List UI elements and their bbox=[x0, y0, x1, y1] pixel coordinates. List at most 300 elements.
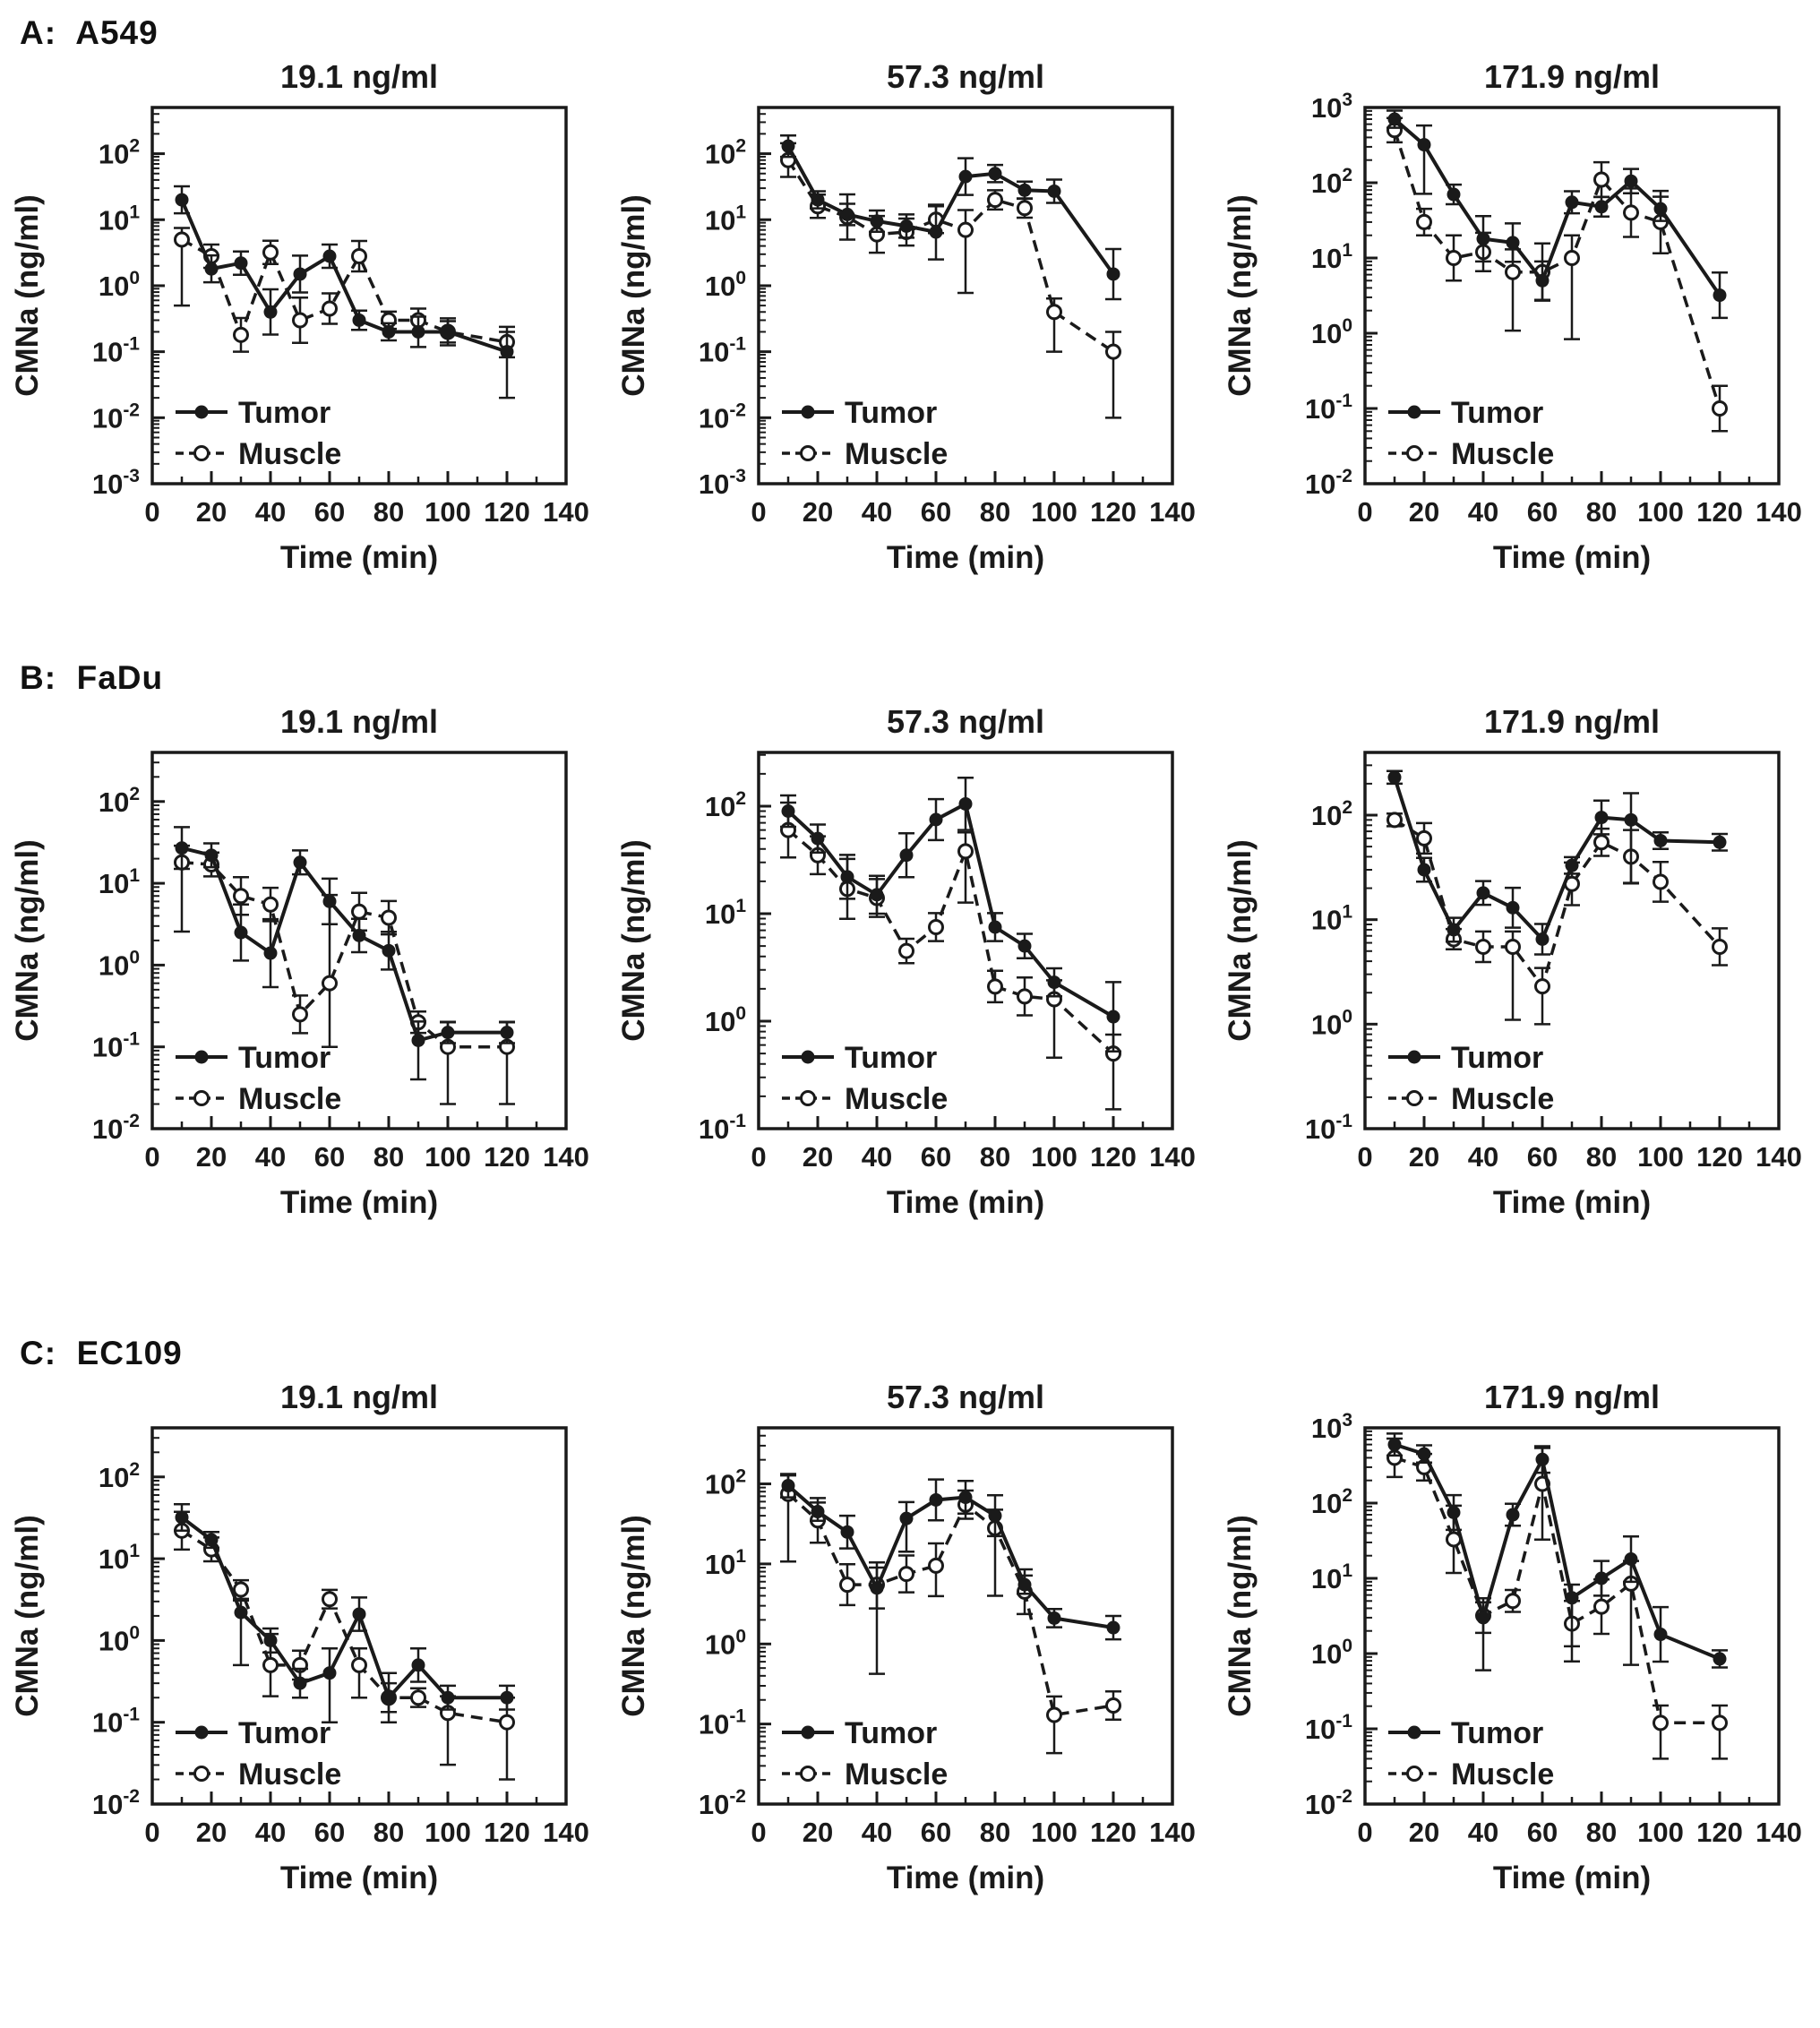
tumor-series bbox=[174, 186, 515, 398]
x-tick-label: 40 bbox=[1467, 496, 1499, 528]
x-tick-label: 120 bbox=[484, 1817, 530, 1848]
tumor-marker bbox=[871, 888, 884, 901]
tumor-line bbox=[788, 804, 1113, 1018]
x-tick-label: 0 bbox=[144, 1817, 160, 1848]
tumor-legend-marker bbox=[802, 406, 815, 419]
x-tick-label: 100 bbox=[1637, 1141, 1684, 1173]
tumor-marker bbox=[264, 1634, 278, 1647]
plot-title: 19.1 ng/ml bbox=[279, 1379, 439, 1415]
x-tick-label: 40 bbox=[1467, 1817, 1499, 1848]
y-tick-label: $10^2$ bbox=[704, 1465, 746, 1500]
muscle-marker bbox=[1654, 875, 1668, 889]
tumor-error-bars bbox=[780, 778, 1121, 1051]
tumor-marker bbox=[1107, 267, 1120, 280]
tumor-marker bbox=[353, 929, 366, 942]
y-axis-ticks bbox=[1305, 765, 1378, 1145]
tumor-legend-label: Tumor bbox=[1451, 1716, 1544, 1750]
muscle-legend-label: Muscle bbox=[1451, 437, 1555, 471]
y-tick-label: $10^1$ bbox=[98, 1541, 140, 1576]
tumor-series bbox=[780, 135, 1121, 299]
tumor-series bbox=[174, 1504, 515, 1722]
section-label-a549: A: A549 bbox=[20, 14, 159, 51]
y-axis-ticks bbox=[699, 1428, 771, 1820]
y-tick-label: $10^1$ bbox=[1310, 240, 1352, 274]
tumor-error-bars bbox=[174, 827, 515, 1079]
y-tick-label: $10^{-1}$ bbox=[1304, 391, 1352, 425]
muscle-marker bbox=[841, 1578, 854, 1592]
x-tick-label: 80 bbox=[1585, 496, 1618, 528]
x-tick-label: 120 bbox=[1696, 1141, 1743, 1173]
x-tick-label: 20 bbox=[195, 496, 228, 528]
tumor-marker bbox=[989, 167, 1002, 180]
tumor-line bbox=[788, 1486, 1113, 1628]
y-tick-label: $10^2$ bbox=[98, 783, 140, 818]
y-tick-label: $10^0$ bbox=[1310, 315, 1352, 349]
x-tick-label: 60 bbox=[920, 496, 952, 528]
y-tick-label: $10^1$ bbox=[98, 202, 140, 236]
muscle-legend-label: Muscle bbox=[238, 437, 342, 471]
muscle-marker bbox=[1447, 252, 1461, 265]
y-tick-label: $10^{-2}$ bbox=[1304, 1786, 1352, 1820]
muscle-error-bars bbox=[780, 803, 1121, 1109]
tumor-marker bbox=[382, 944, 396, 958]
section-label-fadu: B: FaDu bbox=[20, 659, 164, 696]
y-tick-label: $10^0$ bbox=[1310, 1006, 1352, 1041]
muscle-marker bbox=[959, 845, 973, 858]
muscle-legend-marker bbox=[195, 1767, 209, 1781]
y-tick-label: $10^{-1}$ bbox=[91, 333, 140, 368]
tumor-marker bbox=[900, 219, 914, 233]
tumor-marker bbox=[1388, 770, 1402, 784]
muscle-legend-label: Muscle bbox=[845, 1082, 949, 1116]
subplot-FaDu-19.1ng/ml bbox=[0, 697, 606, 1252]
chart-a549-171.9 bbox=[1213, 52, 1819, 607]
muscle-marker bbox=[989, 193, 1002, 207]
x-tick-label: 140 bbox=[1756, 496, 1802, 528]
x-axis-label: Time (min) bbox=[886, 540, 1045, 575]
muscle-marker bbox=[1536, 980, 1550, 993]
x-tick-label: 80 bbox=[979, 496, 1011, 528]
x-tick-label: 60 bbox=[313, 496, 346, 528]
chart-row-ec109 bbox=[0, 1372, 1820, 1928]
tumor-marker bbox=[1477, 232, 1490, 245]
x-tick-label: 120 bbox=[1090, 496, 1137, 528]
legend bbox=[782, 1716, 948, 1792]
plot-title: 19.1 ng/ml bbox=[279, 703, 439, 740]
x-axis-ticks bbox=[1357, 471, 1801, 528]
muscle-markers bbox=[176, 855, 514, 1053]
plot-title: 171.9 ng/ml bbox=[1483, 703, 1661, 740]
tumor-legend-marker bbox=[1408, 1051, 1421, 1064]
x-tick-label: 100 bbox=[425, 496, 471, 528]
tumor-marker bbox=[323, 249, 337, 262]
tumor-marker bbox=[205, 848, 219, 862]
tumor-marker bbox=[442, 325, 455, 339]
x-axis-ticks bbox=[144, 1792, 588, 1848]
tumor-marker bbox=[1477, 886, 1490, 899]
y-axis-label: CMNa (ng/ml) bbox=[616, 1515, 651, 1717]
tumor-line bbox=[1395, 778, 1720, 940]
x-axis-label: Time (min) bbox=[1492, 1860, 1652, 1895]
tumor-marker bbox=[841, 1525, 854, 1539]
x-tick-label: 120 bbox=[1090, 1817, 1137, 1848]
muscle-legend-marker bbox=[802, 1092, 815, 1105]
tumor-marker bbox=[989, 1509, 1002, 1523]
tumor-marker bbox=[1447, 1506, 1461, 1519]
x-tick-label: 20 bbox=[195, 1141, 228, 1173]
chart-ec109-57.3 bbox=[606, 1372, 1213, 1928]
y-axis-ticks bbox=[92, 107, 165, 500]
tumor-marker bbox=[1625, 1552, 1638, 1566]
tumor-marker bbox=[782, 1479, 795, 1492]
tumor-error-bars bbox=[174, 1504, 515, 1722]
muscle-error-bars bbox=[174, 846, 515, 1104]
x-tick-label: 0 bbox=[751, 1817, 767, 1848]
tumor-marker bbox=[235, 256, 248, 270]
legend bbox=[1388, 396, 1554, 471]
x-axis-label: Time (min) bbox=[279, 540, 439, 575]
legend bbox=[176, 396, 341, 471]
chart-ec109-19.1 bbox=[0, 1372, 606, 1928]
tumor-marker bbox=[412, 1034, 425, 1047]
subplot-EC109-171.9ng/ml bbox=[1213, 1372, 1819, 1928]
tumor-marker bbox=[1018, 1578, 1032, 1592]
tumor-marker bbox=[841, 208, 854, 221]
legend bbox=[1388, 1716, 1554, 1792]
muscle-marker bbox=[1507, 940, 1520, 953]
tumor-legend-label: Tumor bbox=[1451, 1041, 1544, 1075]
x-tick-label: 60 bbox=[1526, 496, 1558, 528]
tumor-marker bbox=[930, 226, 943, 239]
tumor-marker bbox=[959, 1491, 973, 1504]
chart-a549-19.1 bbox=[0, 52, 606, 607]
tumor-legend-marker bbox=[1408, 406, 1421, 419]
y-tick-label: $10^1$ bbox=[98, 865, 140, 900]
muscle-line bbox=[182, 1531, 507, 1723]
tumor-marker bbox=[1566, 195, 1579, 209]
x-tick-label: 20 bbox=[1408, 1141, 1440, 1173]
y-tick-label: $10^{-1}$ bbox=[698, 333, 746, 368]
tumor-marker bbox=[1048, 975, 1061, 989]
x-tick-label: 100 bbox=[1031, 496, 1077, 528]
muscle-marker bbox=[1507, 1594, 1520, 1608]
chart-fadu-171.9 bbox=[1213, 697, 1819, 1252]
tumor-legend-label: Tumor bbox=[845, 1041, 938, 1075]
y-tick-label: $10^{-1}$ bbox=[1304, 1111, 1352, 1145]
tumor-marker bbox=[1447, 923, 1461, 936]
y-tick-label: $10^{-1}$ bbox=[698, 1706, 746, 1740]
tumor-legend-label: Tumor bbox=[845, 1716, 938, 1750]
tumor-marker bbox=[176, 193, 189, 207]
x-tick-label: 0 bbox=[1357, 1817, 1373, 1848]
tumor-marker bbox=[1418, 864, 1431, 877]
tumor-marker bbox=[1713, 288, 1727, 302]
muscle-marker bbox=[176, 233, 189, 246]
tumor-marker bbox=[930, 812, 943, 826]
y-axis-label: CMNa (ng/ml) bbox=[10, 1515, 45, 1717]
tumor-marker bbox=[442, 1026, 455, 1039]
subplot-FaDu-57.3ng/ml bbox=[606, 697, 1213, 1252]
tumor-marker bbox=[871, 1581, 884, 1594]
legend bbox=[782, 396, 948, 471]
tumor-marker bbox=[1625, 175, 1638, 188]
y-tick-label: $10^{-2}$ bbox=[1304, 466, 1352, 500]
muscle-marker bbox=[353, 249, 366, 262]
tumor-marker bbox=[382, 325, 396, 339]
y-axis-label: CMNa (ng/ml) bbox=[1223, 1515, 1258, 1717]
tumor-marker bbox=[501, 1691, 514, 1705]
muscle-marker bbox=[235, 889, 248, 903]
muscle-line bbox=[1395, 130, 1720, 408]
y-tick-label: $10^2$ bbox=[1310, 1485, 1352, 1519]
tumor-markers bbox=[782, 1479, 1120, 1634]
tumor-marker bbox=[1507, 901, 1520, 915]
tumor-marker bbox=[1654, 1628, 1668, 1641]
muscle-legend-marker bbox=[1408, 1767, 1421, 1781]
tumor-marker bbox=[501, 1026, 514, 1039]
y-tick-label: $10^{-1}$ bbox=[1304, 1711, 1352, 1745]
x-tick-label: 0 bbox=[144, 496, 160, 528]
muscle-marker bbox=[1418, 831, 1431, 845]
muscle-error-bars bbox=[1386, 1439, 1728, 1758]
tumor-series bbox=[1386, 110, 1728, 317]
subplot-A549-171.9ng/ml bbox=[1213, 52, 1819, 607]
x-tick-label: 20 bbox=[802, 1141, 834, 1173]
chart-fadu-57.3 bbox=[606, 697, 1213, 1252]
chart-row-a549 bbox=[0, 52, 1820, 607]
tumor-error-bars bbox=[1386, 771, 1728, 955]
tumor-marker bbox=[1477, 1611, 1490, 1624]
y-tick-label: $10^{-2}$ bbox=[91, 1111, 140, 1145]
plot-title: 171.9 ng/ml bbox=[1483, 58, 1661, 95]
y-axis-label: CMNa (ng/ml) bbox=[10, 839, 45, 1042]
plot-title: 171.9 ng/ml bbox=[1483, 1379, 1661, 1415]
y-axis-ticks bbox=[92, 1438, 165, 1820]
tumor-line bbox=[182, 1517, 507, 1697]
chart-row-fadu bbox=[0, 697, 1820, 1252]
tumor-legend-marker bbox=[195, 1051, 209, 1064]
tumor-legend-label: Tumor bbox=[238, 396, 331, 430]
y-tick-label: $10^2$ bbox=[704, 135, 746, 170]
y-tick-label: $10^0$ bbox=[98, 1622, 140, 1657]
chart-ec109-171.9 bbox=[1213, 1372, 1819, 1928]
x-tick-label: 40 bbox=[861, 1141, 893, 1173]
tumor-legend-marker bbox=[195, 1726, 209, 1740]
y-axis-ticks bbox=[699, 755, 771, 1145]
muscle-marker bbox=[930, 1559, 943, 1572]
tumor-legend-label: Tumor bbox=[238, 1041, 331, 1075]
y-axis-ticks bbox=[699, 107, 771, 500]
muscle-markers bbox=[782, 153, 1120, 358]
section-ec109 bbox=[0, 1335, 1820, 1928]
section-label-ec109: C: EC109 bbox=[20, 1335, 183, 1371]
muscle-legend-marker bbox=[195, 1092, 209, 1105]
muscle-marker bbox=[264, 1658, 278, 1671]
x-tick-label: 140 bbox=[543, 496, 589, 528]
x-tick-label: 140 bbox=[1149, 496, 1196, 528]
x-tick-label: 140 bbox=[1149, 1141, 1196, 1173]
muscle-marker bbox=[1595, 836, 1609, 849]
x-tick-label: 20 bbox=[802, 1817, 834, 1848]
muscle-marker bbox=[989, 980, 1002, 993]
tumor-marker bbox=[294, 267, 307, 280]
tumor-legend-marker bbox=[195, 406, 209, 419]
tumor-marker bbox=[1018, 184, 1032, 197]
muscle-legend-label: Muscle bbox=[238, 1757, 342, 1792]
subplot-EC109-19.1ng/ml bbox=[0, 1372, 606, 1928]
tumor-marker bbox=[323, 895, 337, 908]
muscle-marker bbox=[1713, 940, 1727, 953]
muscle-legend-marker bbox=[802, 1767, 815, 1781]
y-tick-label: $10^0$ bbox=[704, 1003, 746, 1037]
x-tick-label: 80 bbox=[373, 1817, 405, 1848]
x-axis-ticks bbox=[1357, 1792, 1801, 1848]
y-tick-label: $10^{-3}$ bbox=[91, 466, 140, 500]
x-tick-label: 120 bbox=[1090, 1141, 1137, 1173]
chart-a549-57.3 bbox=[606, 52, 1213, 607]
x-tick-label: 120 bbox=[484, 1141, 530, 1173]
subplot-A549-57.3ng/ml bbox=[606, 52, 1213, 607]
tumor-legend-label: Tumor bbox=[845, 396, 938, 430]
x-tick-label: 140 bbox=[1756, 1141, 1802, 1173]
muscle-marker bbox=[1107, 345, 1120, 358]
y-tick-label: $10^1$ bbox=[704, 896, 746, 930]
x-tick-label: 120 bbox=[484, 496, 530, 528]
y-tick-label: $10^2$ bbox=[98, 135, 140, 170]
x-tick-label: 60 bbox=[1526, 1817, 1558, 1848]
tumor-marker bbox=[412, 1658, 425, 1671]
tumor-marker bbox=[1713, 836, 1727, 849]
x-tick-label: 40 bbox=[1467, 1141, 1499, 1173]
tumor-legend-label: Tumor bbox=[1451, 396, 1544, 430]
tumor-marker bbox=[1536, 1453, 1550, 1466]
muscle-marker bbox=[1595, 1600, 1609, 1613]
muscle-error-bars bbox=[780, 1475, 1121, 1753]
muscle-marker bbox=[1625, 206, 1638, 219]
muscle-legend-label: Muscle bbox=[1451, 1082, 1555, 1116]
x-tick-label: 0 bbox=[751, 1141, 767, 1173]
tumor-series bbox=[174, 827, 515, 1079]
y-axis-label: CMNa (ng/ml) bbox=[1223, 839, 1258, 1042]
muscle-series bbox=[780, 803, 1121, 1109]
x-tick-label: 60 bbox=[313, 1141, 346, 1173]
x-tick-label: 100 bbox=[425, 1817, 471, 1848]
x-tick-label: 60 bbox=[1526, 1141, 1558, 1173]
y-tick-label: $10^{-1}$ bbox=[91, 1704, 140, 1739]
muscle-legend-label: Muscle bbox=[845, 1757, 949, 1792]
y-tick-label: $10^1$ bbox=[1310, 901, 1352, 936]
x-tick-label: 60 bbox=[920, 1141, 952, 1173]
x-tick-label: 80 bbox=[979, 1141, 1011, 1173]
muscle-marker bbox=[1477, 940, 1490, 953]
tumor-marker bbox=[1507, 236, 1520, 249]
y-tick-label: $10^1$ bbox=[704, 202, 746, 236]
tumor-error-bars bbox=[780, 135, 1121, 299]
muscle-marker bbox=[353, 1658, 366, 1671]
tumor-series bbox=[1386, 770, 1728, 954]
x-tick-label: 80 bbox=[373, 1141, 405, 1173]
muscle-marker bbox=[264, 898, 278, 911]
y-axis-label: CMNa (ng/ml) bbox=[1223, 194, 1258, 397]
muscle-line bbox=[788, 160, 1113, 352]
tumor-markers bbox=[1388, 113, 1727, 303]
tumor-marker bbox=[930, 1493, 943, 1507]
x-tick-label: 60 bbox=[313, 1817, 346, 1848]
tumor-marker bbox=[442, 1691, 455, 1705]
tumor-legend-marker bbox=[1408, 1726, 1421, 1740]
muscle-series bbox=[174, 846, 515, 1104]
x-tick-label: 40 bbox=[254, 1817, 287, 1848]
legend bbox=[176, 1716, 341, 1792]
y-axis-label: CMNa (ng/ml) bbox=[10, 194, 45, 397]
tumor-legend-marker bbox=[802, 1726, 815, 1740]
chart-fadu-19.1 bbox=[0, 697, 606, 1252]
tumor-line bbox=[182, 200, 507, 352]
muscle-marker bbox=[959, 223, 973, 236]
x-tick-label: 120 bbox=[1696, 1817, 1743, 1848]
muscle-legend-label: Muscle bbox=[845, 437, 949, 471]
tumor-marker bbox=[501, 345, 514, 358]
plot-frame bbox=[152, 107, 566, 484]
muscle-marker bbox=[1713, 1716, 1727, 1730]
muscle-error-bars bbox=[780, 143, 1121, 417]
x-tick-label: 80 bbox=[373, 496, 405, 528]
subplot-FaDu-171.9ng/ml bbox=[1213, 697, 1819, 1252]
muscle-line bbox=[182, 863, 507, 1047]
x-axis-label: Time (min) bbox=[886, 1185, 1045, 1220]
tumor-marker bbox=[264, 947, 278, 960]
tumor-marker bbox=[176, 841, 189, 855]
y-tick-label: $10^0$ bbox=[98, 947, 140, 982]
muscle-series bbox=[780, 143, 1121, 417]
tumor-marker bbox=[1713, 1652, 1727, 1665]
tumor-marker bbox=[1018, 940, 1032, 953]
x-tick-label: 80 bbox=[1585, 1817, 1618, 1848]
plot-title: 57.3 ng/ml bbox=[886, 58, 1045, 95]
tumor-marker bbox=[1048, 185, 1061, 198]
muscle-markers bbox=[1388, 1451, 1727, 1730]
y-tick-label: $10^{-2}$ bbox=[91, 1786, 140, 1820]
plot-title: 57.3 ng/ml bbox=[886, 703, 1045, 740]
muscle-marker bbox=[900, 1568, 914, 1581]
muscle-marker bbox=[1595, 173, 1609, 186]
muscle-legend-label: Muscle bbox=[1451, 1757, 1555, 1792]
tumor-marker bbox=[1447, 188, 1461, 202]
tumor-marker bbox=[1418, 138, 1431, 151]
muscle-marker bbox=[1018, 202, 1032, 215]
muscle-series bbox=[1386, 813, 1728, 1024]
x-tick-label: 20 bbox=[195, 1817, 228, 1848]
tumor-marker bbox=[1595, 811, 1609, 824]
tumor-marker bbox=[811, 832, 825, 846]
y-tick-label: $10^{-1}$ bbox=[698, 1111, 746, 1145]
y-tick-label: $10^0$ bbox=[98, 267, 140, 302]
legend bbox=[782, 1041, 948, 1116]
y-tick-label: $10^{-1}$ bbox=[91, 1028, 140, 1063]
muscle-marker bbox=[900, 944, 914, 958]
muscle-marker bbox=[1566, 252, 1579, 265]
y-tick-label: $10^3$ bbox=[1310, 1410, 1352, 1444]
tumor-marker bbox=[1107, 1621, 1120, 1635]
x-tick-label: 20 bbox=[802, 496, 834, 528]
muscle-legend-marker bbox=[1408, 447, 1421, 460]
tumor-marker bbox=[1536, 274, 1550, 288]
tumor-marker bbox=[1048, 1611, 1061, 1625]
muscle-legend-label: Muscle bbox=[238, 1082, 342, 1116]
x-tick-label: 0 bbox=[1357, 1141, 1373, 1173]
tumor-marker bbox=[353, 1607, 366, 1620]
tumor-marker bbox=[1388, 1438, 1402, 1451]
